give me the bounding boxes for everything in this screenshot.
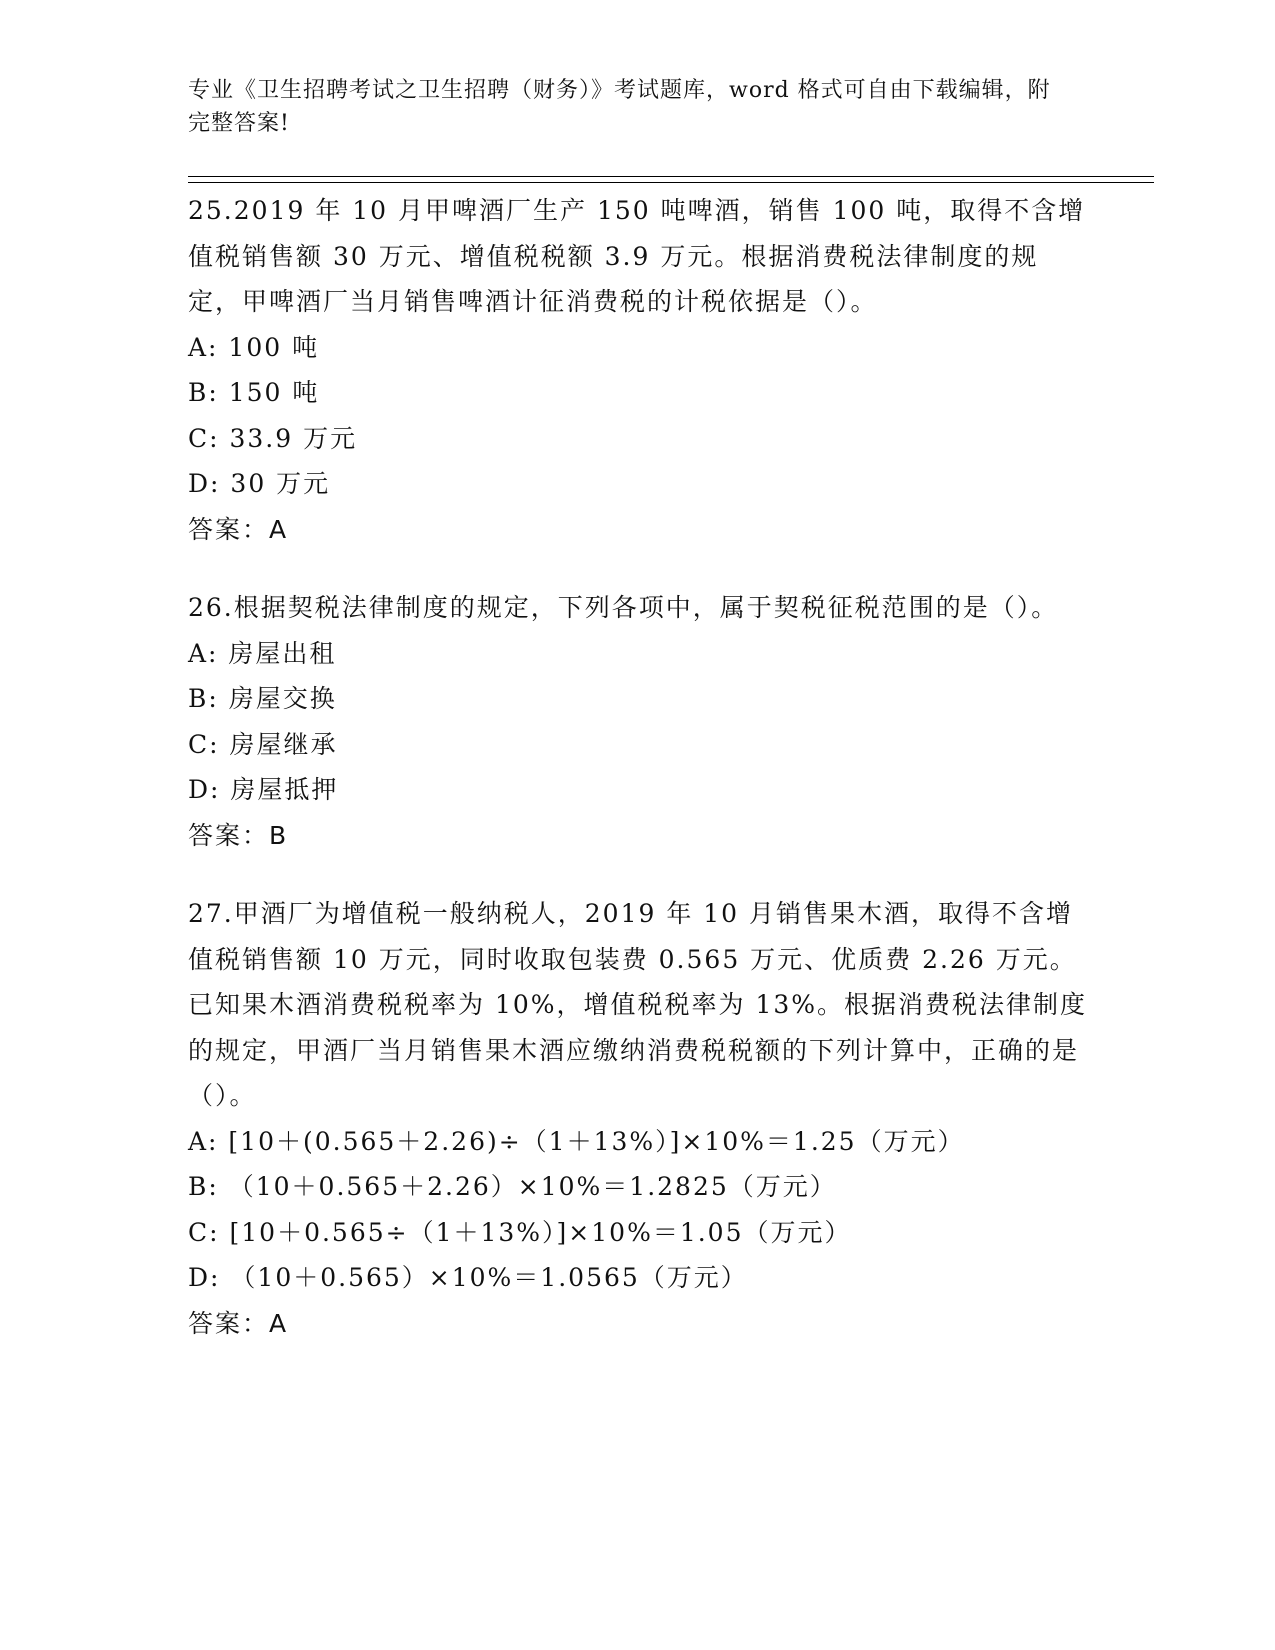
option-c: C: [10＋0.565÷（1＋13%）]×10%＝1.05（万元） <box>188 1217 852 1247</box>
question-list <box>188 188 1088 1379</box>
question-25 <box>188 188 1088 552</box>
option-d: D: 房屋抵押 <box>188 775 339 804</box>
question-stem: 26.根据契税法律制度的规定，下列各项中，属于契税征税范围的是（）。 <box>188 593 1059 622</box>
option-a: A: 100 吨 <box>188 332 320 362</box>
question-stem: 27.甲酒厂为增值税一般纳税人，2019 年 10 月销售果木酒，取得不含增值税销售额 10 万元，同时收取包装费 0.565 万元、优质费 2.26 万元。已知果木酒消费税税率为 10%，增值税税率为 13%。根据消费税法律制度的规定，甲酒厂当月销售果木酒应缴纳消费税税额的下列计算中，正确的是（）。 <box>188 899 1088 1110</box>
answer-line: 答案：A <box>188 514 289 544</box>
option-b: B: 150 吨 <box>188 378 320 407</box>
option-a: A: 房屋出租 <box>188 638 337 668</box>
document-header: 专业《卫生招聘考试之卫生招聘（财务）》考试题库，word 格式可自由下载编辑，附完整答案! <box>188 78 1051 136</box>
header-rule-top <box>188 176 1154 177</box>
question-stem: 25.2019 年 10 月甲啤酒厂生产 150 吨啤酒，销售 100 吨，取得不含增值税销售额 30 万元、增值税税额 3.9 万元。根据消费税法律制度的规定，甲啤酒厂当月销售啤酒计征消费税的计税依据是（）。 <box>188 196 1086 316</box>
answer-line: 答案：A <box>188 1308 289 1338</box>
option-b: B: 房屋交换 <box>188 684 337 713</box>
answer-line: 答案：B <box>188 820 289 850</box>
option-c: C: 33.9 万元 <box>188 423 358 453</box>
option-d: D: （10＋0.565）×10%＝1.0565（万元） <box>188 1263 748 1292</box>
option-d: D: 30 万元 <box>188 469 331 498</box>
header-rule-bottom <box>188 182 1154 183</box>
option-b: B: （10＋0.565＋2.26）×10%＝1.2825（万元） <box>188 1172 837 1201</box>
question-27 <box>188 891 1088 1346</box>
question-26 <box>188 585 1088 858</box>
option-a: A: [10＋(0.565＋2.26)÷（1＋13%）]×10%＝1.25（万元） <box>188 1126 965 1156</box>
option-c: C: 房屋继承 <box>188 729 338 759</box>
